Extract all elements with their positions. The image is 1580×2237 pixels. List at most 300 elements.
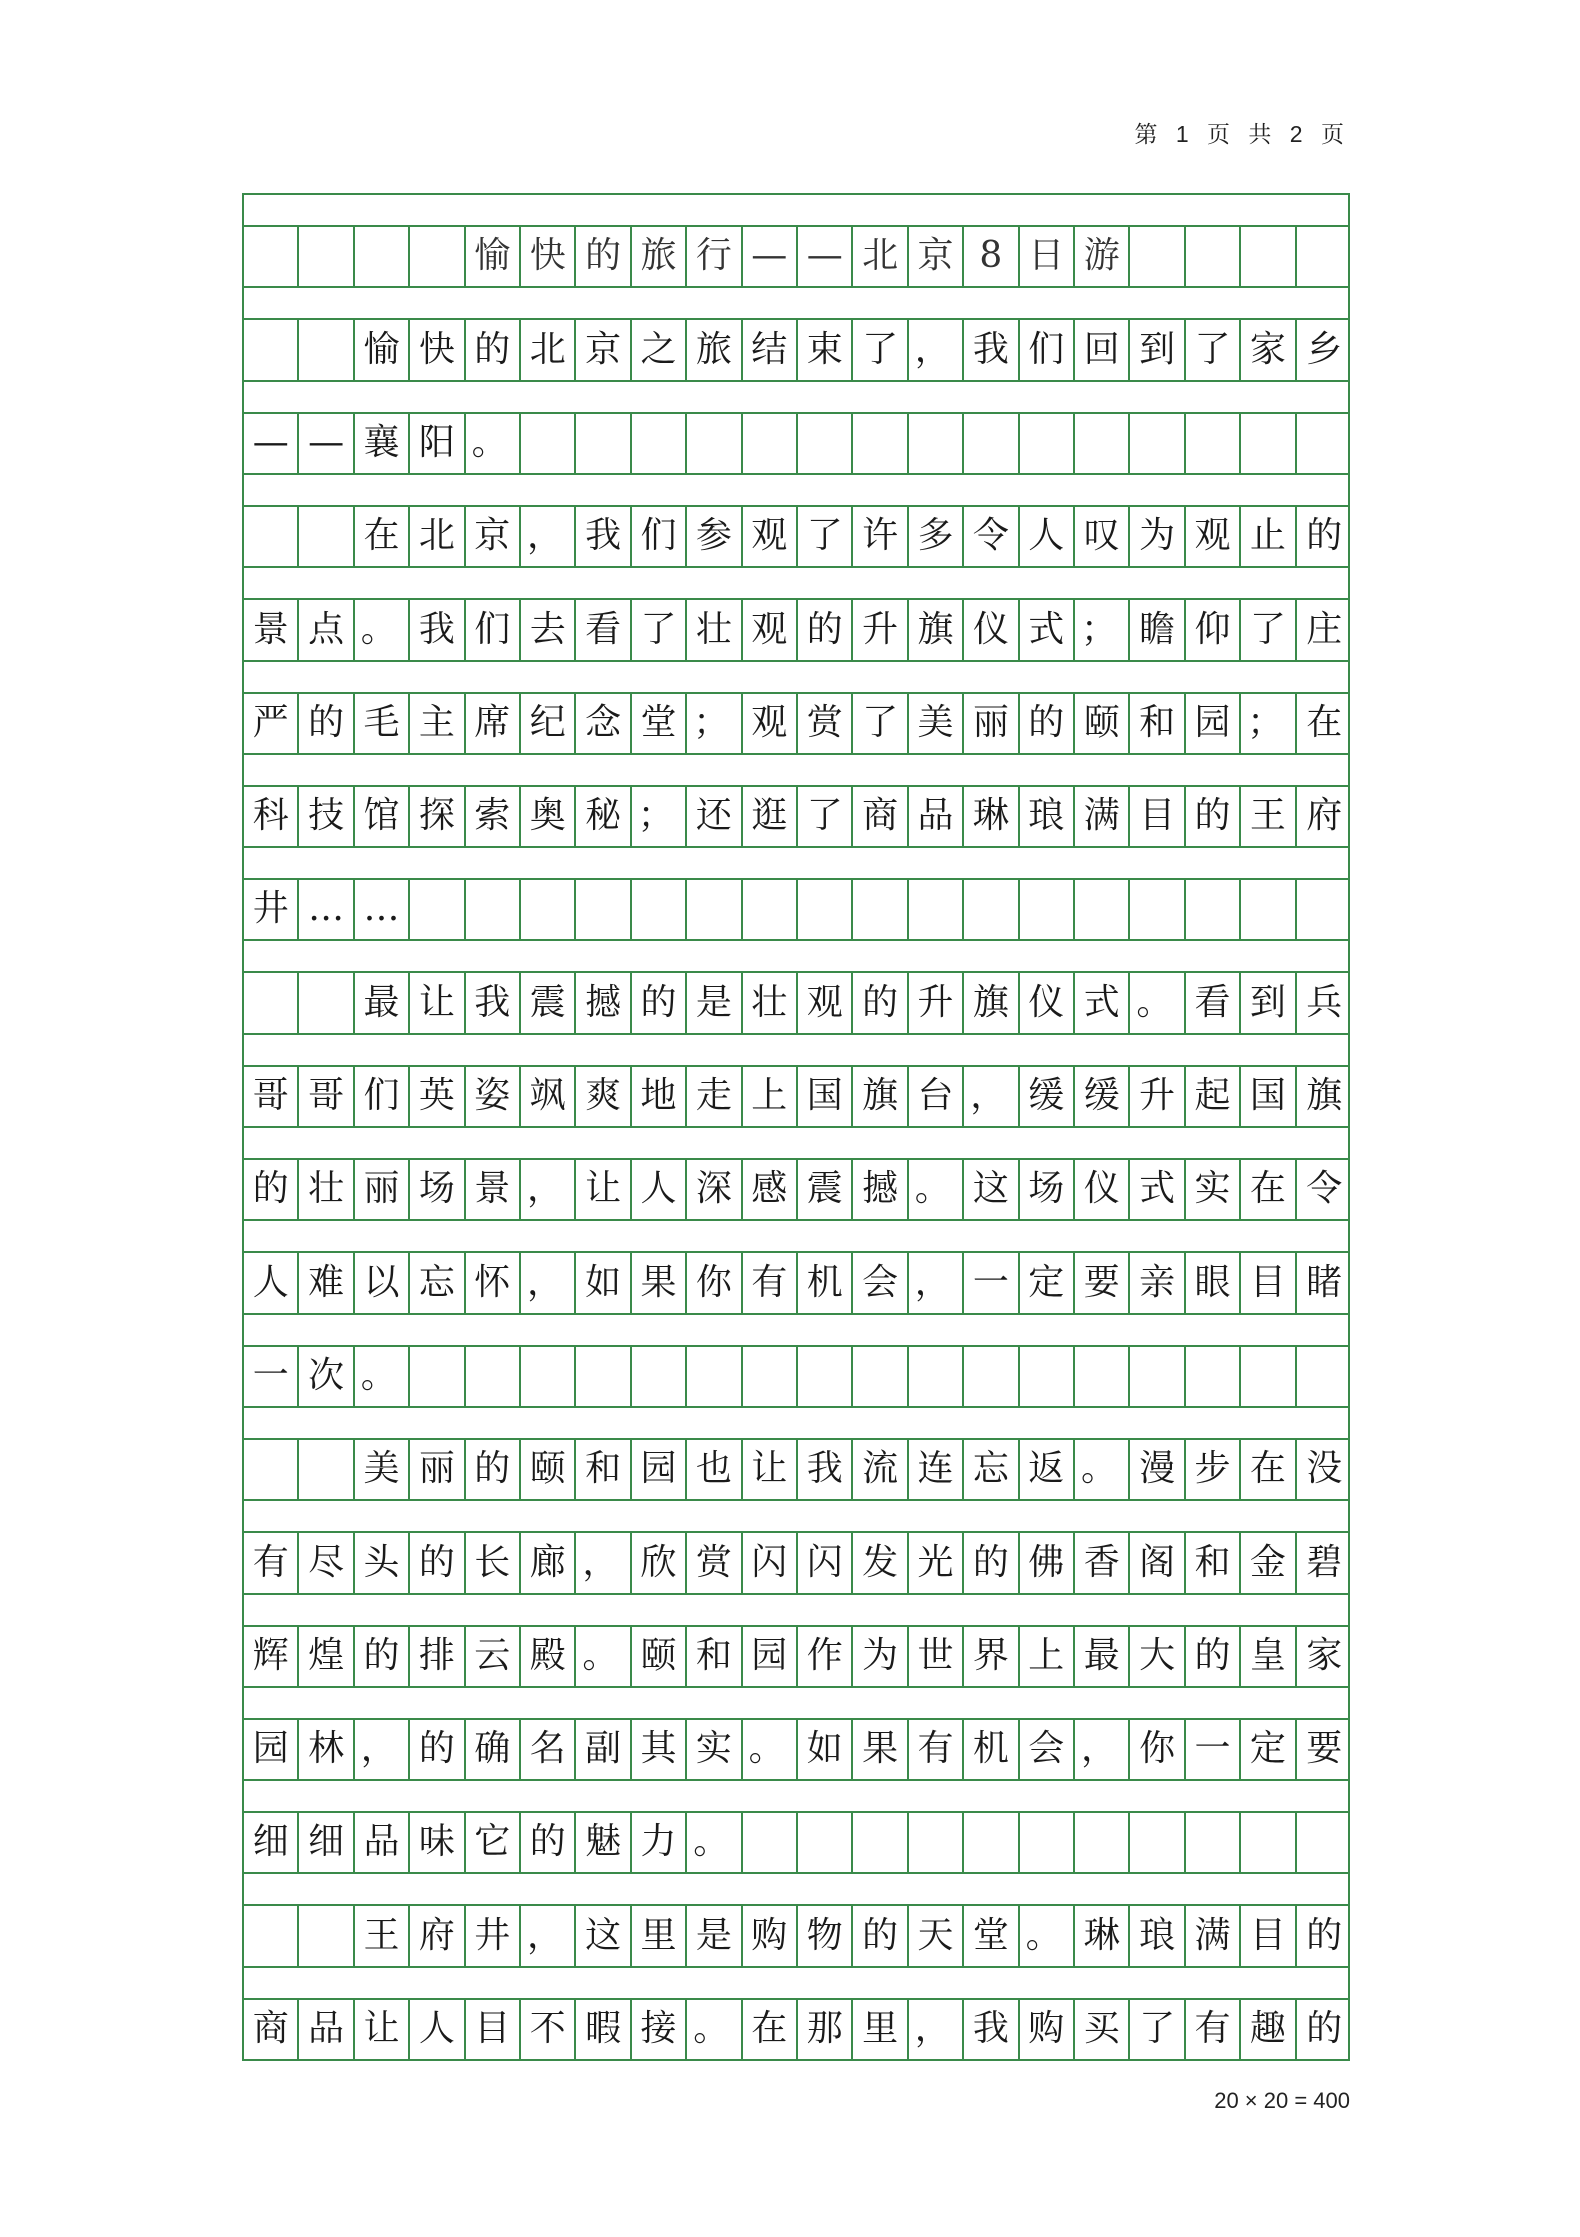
grid-cell [1297, 413, 1352, 473]
grid-cell: 观 [743, 693, 798, 753]
grid-cell [1186, 1812, 1241, 1872]
grid-spacer [242, 1872, 1350, 1906]
grid-cell: 确 [466, 1719, 521, 1779]
grid-cell: 北 [521, 320, 576, 380]
grid-row [242, 973, 1350, 1033]
grid-cell: 为 [853, 1626, 908, 1686]
grid-row [242, 1066, 1350, 1126]
grid-cell: 场 [1020, 1159, 1075, 1219]
grid-spacer [242, 380, 1350, 414]
grid-cell: 撼 [853, 1159, 908, 1219]
grid-cell: 返 [1020, 1439, 1075, 1499]
grid-cell: 我 [798, 1439, 853, 1499]
grid-cell: 细 [244, 1812, 299, 1872]
grid-spacer [242, 939, 1350, 973]
grid-cell: 升 [853, 600, 908, 660]
grid-cell: 颐 [521, 1439, 576, 1499]
grid-cell: 式 [1075, 973, 1130, 1033]
grid-cell: 的 [1020, 693, 1075, 753]
grid-cell [1297, 226, 1352, 286]
grid-spacer [242, 1499, 1350, 1533]
grid-cell: 观 [743, 506, 798, 566]
grid-cell: 你 [687, 1253, 742, 1313]
grid-cell: 暇 [576, 1999, 631, 2059]
grid-cell [1186, 226, 1241, 286]
grid-cell [853, 413, 908, 473]
grid-cell [964, 879, 1019, 939]
grid-cell [853, 1812, 908, 1872]
grid-cell: 会 [1020, 1719, 1075, 1779]
grid-cell: 丽 [410, 1439, 465, 1499]
grid-spacer [242, 193, 1350, 227]
grid-cell: 缓 [1020, 1066, 1075, 1126]
grid-spacer [242, 1593, 1350, 1627]
grid-cell [1020, 1346, 1075, 1406]
grid-cell: 魅 [576, 1812, 631, 1872]
grid-spacer [242, 660, 1350, 694]
grid-cell: 让 [355, 1999, 410, 2059]
grid-cell [687, 879, 742, 939]
grid-spacer [242, 1219, 1350, 1253]
grid-cell: — [798, 226, 853, 286]
grid-cell: 缓 [1075, 1066, 1130, 1126]
grid-cell: 。 [1075, 1439, 1130, 1499]
grid-cell: … [299, 879, 354, 939]
grid-cell: 里 [632, 1906, 687, 1966]
grid-cell: 有 [244, 1533, 299, 1593]
grid-cell [743, 1346, 798, 1406]
grid-cell: 到 [1241, 973, 1296, 1033]
grid-cell: 机 [798, 1253, 853, 1313]
grid-cell: 逛 [743, 786, 798, 846]
grid-cell: 的 [410, 1719, 465, 1779]
grid-cell: ； [632, 786, 687, 846]
grid-cell: ， [909, 1253, 964, 1313]
grid-cell: 的 [244, 1159, 299, 1219]
grid-cell: 点 [299, 600, 354, 660]
grid-cell: 井 [244, 879, 299, 939]
grid-cell: 没 [1306, 1448, 1343, 1490]
grid-cell [410, 879, 465, 939]
grid-cell: 。 [1020, 1906, 1075, 1966]
grid-cell: 机 [964, 1719, 1019, 1779]
grid-cell: 有 [1186, 1999, 1241, 2059]
grid-cell [632, 413, 687, 473]
grid-cell: 的 [466, 1439, 521, 1499]
grid-cell: 们 [355, 1066, 410, 1126]
grid-cell: 京 [909, 226, 964, 286]
grid-cell: 旅 [687, 320, 742, 380]
grid-cell: 味 [410, 1812, 465, 1872]
grid-cell [1297, 879, 1352, 939]
grid-cell: 我 [964, 1999, 1019, 2059]
grid-cell: 纪 [521, 693, 576, 753]
grid-cell: 接 [632, 1999, 687, 2059]
grid-row [242, 1719, 1350, 1779]
grid-cell [244, 1906, 299, 1966]
grid-cell: 琅 [1130, 1906, 1185, 1966]
grid-cell: 叹 [1075, 506, 1130, 566]
grid-row [242, 1812, 1350, 1872]
grid-cell [1130, 413, 1185, 473]
grid-cell [576, 879, 631, 939]
grid-cell: 买 [1075, 1999, 1130, 2059]
grid-cell: 。 [687, 1812, 742, 1872]
grid-cell [964, 413, 1019, 473]
grid-cell: 了 [1241, 600, 1296, 660]
grid-cell [244, 226, 299, 286]
grid-cell: 旅 [632, 226, 687, 286]
grid-cell: 我 [410, 600, 465, 660]
grid-cell: 一 [244, 1346, 299, 1406]
grid-cell: 爽 [576, 1066, 631, 1126]
grid-cell: 怀 [466, 1253, 521, 1313]
grid-cell [687, 1346, 742, 1406]
grid-row [242, 413, 1350, 473]
grid-spacer [242, 1313, 1350, 1347]
grid-cell: 目 [466, 1999, 521, 2059]
grid-cell [1075, 1812, 1130, 1872]
grid-cell: 乡 [1306, 328, 1343, 370]
grid-cell: 仪 [1075, 1159, 1130, 1219]
grid-cell: 金 [1241, 1533, 1296, 1593]
grid-cell [1186, 1346, 1241, 1406]
grid-cell: 是 [687, 973, 742, 1033]
grid-cell: 力 [632, 1812, 687, 1872]
grid-cell: ， [964, 1066, 1019, 1126]
grid-cell: 睹 [1306, 1261, 1343, 1303]
grid-cell: 愉 [466, 226, 521, 286]
grid-cell: 园 [244, 1719, 299, 1779]
grid-cell [1241, 1812, 1296, 1872]
grid-cell: 阳 [410, 413, 465, 473]
grid-cell: 壮 [687, 600, 742, 660]
grid-spacer [242, 846, 1350, 880]
grid-cell: 北 [853, 226, 908, 286]
grid-cell: 作 [798, 1626, 853, 1686]
grid-cell: 。 [743, 1719, 798, 1779]
grid-cell: 止 [1241, 506, 1296, 566]
grid-cell: 索 [466, 786, 521, 846]
grid-cell: 品 [355, 1812, 410, 1872]
grid-cell: 起 [1186, 1066, 1241, 1126]
grid-cell: 技 [299, 786, 354, 846]
grid-cell: 了 [798, 786, 853, 846]
grid-cell: 其 [632, 1719, 687, 1779]
grid-spacer [242, 473, 1350, 507]
grid-cell: 让 [576, 1159, 631, 1219]
grid-cell: ， [521, 506, 576, 566]
grid-cell: 旗 [853, 1066, 908, 1126]
grid-cell: 满 [1186, 1906, 1241, 1966]
grid-cell: 人 [410, 1999, 465, 2059]
grid-cell: 游 [1075, 226, 1130, 286]
grid-cell: 观 [743, 600, 798, 660]
grid-spacer [242, 1126, 1350, 1160]
grid-cell: 闪 [798, 1533, 853, 1593]
grid-cell: — [299, 413, 354, 473]
grid-cell [1130, 879, 1185, 939]
grid-cell: 。 [355, 1346, 410, 1406]
grid-cell: 目 [1241, 1253, 1296, 1313]
grid-cell: 大 [1130, 1626, 1185, 1686]
grid-cell: 一 [964, 1253, 1019, 1313]
grid-cell: 深 [687, 1159, 742, 1219]
grid-cell: 排 [410, 1626, 465, 1686]
grid-cell: 让 [410, 973, 465, 1033]
grid-cell: 如 [798, 1719, 853, 1779]
grid-cell: 最 [1075, 1626, 1130, 1686]
grid-row [242, 506, 1350, 566]
grid-cell: ， [521, 1906, 576, 1966]
grid-cell: 的 [1306, 515, 1343, 557]
grid-cell: 奥 [521, 786, 576, 846]
grid-cell: 皇 [1241, 1626, 1296, 1686]
grid-cell [410, 226, 465, 286]
grid-cell: 难 [299, 1253, 354, 1313]
grid-cell: 了 [853, 320, 908, 380]
grid-cell: 府 [410, 1906, 465, 1966]
grid-cell: 的 [299, 693, 354, 753]
grid-cell [299, 973, 354, 1033]
grid-cell: 这 [576, 1906, 631, 1966]
grid-cell: 光 [909, 1533, 964, 1593]
grid-cell [521, 879, 576, 939]
grid-cell: 赏 [798, 693, 853, 753]
grid-cell [909, 1812, 964, 1872]
grid-cell: 姿 [466, 1066, 521, 1126]
grid-row [242, 1533, 1350, 1593]
grid-spacer [242, 566, 1350, 600]
grid-cell: 忘 [410, 1253, 465, 1313]
grid-cell: 在 [1241, 1159, 1296, 1219]
grid-cell: 许 [853, 506, 908, 566]
grid-row [242, 1906, 1350, 1966]
grid-spacer [242, 286, 1350, 320]
grid-cell: 家 [1306, 1634, 1343, 1676]
grid-cell [576, 1346, 631, 1406]
grid-cell: 的 [410, 1533, 465, 1593]
grid-cell: 日 [1020, 226, 1075, 286]
grid-cell: 以 [355, 1253, 410, 1313]
grid-cell: 在 [1306, 701, 1343, 743]
grid-cell: ； [1075, 600, 1130, 660]
grid-cell: 令 [1306, 1168, 1343, 1210]
grid-cell: — [743, 226, 798, 286]
grid-cell: 人 [1020, 506, 1075, 566]
grid-cell [964, 1812, 1019, 1872]
grid-cell: 的 [1306, 1914, 1343, 1956]
grid-cell [743, 879, 798, 939]
grid-cell: 人 [244, 1253, 299, 1313]
grid-cell [798, 1812, 853, 1872]
grid-cell: 在 [355, 506, 410, 566]
grid-cell: 瞻 [1130, 600, 1185, 660]
grid-cell: 哥 [244, 1066, 299, 1126]
grid-cell: 物 [798, 1906, 853, 1966]
grid-cell: 们 [1020, 320, 1075, 380]
grid-cell: 仪 [1020, 973, 1075, 1033]
grid-spacer [242, 753, 1350, 787]
grid-row [242, 1626, 1350, 1686]
grid-cell: 式 [1130, 1159, 1185, 1219]
grid-cell [798, 413, 853, 473]
grid-cell: 京 [466, 506, 521, 566]
grid-cell: 仪 [964, 600, 1019, 660]
grid-cell: 殿 [521, 1626, 576, 1686]
grid-cell: 襄 [355, 413, 410, 473]
grid-cell: 参 [687, 506, 742, 566]
grid-cell: 佛 [1020, 1533, 1075, 1593]
grid-cell: 商 [244, 1999, 299, 2059]
grid-cell: 是 [687, 1906, 742, 1966]
grid-cell: 亲 [1130, 1253, 1185, 1313]
grid-cell [964, 1346, 1019, 1406]
grid-row [242, 1253, 1350, 1313]
grid-cell [1020, 1812, 1075, 1872]
grid-cell: — [244, 413, 299, 473]
grid-row [242, 226, 1350, 286]
grid-cell: 云 [466, 1626, 521, 1686]
grid-cell: 你 [1130, 1719, 1185, 1779]
grid-cell: ， [1075, 1719, 1130, 1779]
grid-cell [521, 1346, 576, 1406]
grid-cell: 行 [687, 226, 742, 286]
grid-cell: 念 [576, 693, 631, 753]
grid-cell: 林 [299, 1719, 354, 1779]
grid-cell: 碧 [1306, 1541, 1343, 1583]
grid-cell: 了 [1186, 320, 1241, 380]
grid-cell: 式 [1020, 600, 1075, 660]
grid-cell: ， [521, 1159, 576, 1219]
grid-cell: 连 [909, 1439, 964, 1499]
grid-cell: 快 [521, 226, 576, 286]
grid-cell: 的 [853, 1906, 908, 1966]
grid-cell: 天 [909, 1906, 964, 1966]
grid-cell: 京 [576, 320, 631, 380]
grid-cell: 台 [909, 1066, 964, 1126]
grid-count: 20 × 20 = 400 [1214, 2088, 1350, 2113]
grid-cell [1241, 1346, 1296, 1406]
grid-cell: 的 [1186, 1626, 1241, 1686]
grid-cell: 界 [964, 1626, 1019, 1686]
grid-cell: 景 [244, 600, 299, 660]
grid-cell: 我 [576, 506, 631, 566]
grid-cell: 8 [964, 226, 1019, 286]
grid-cell: 撼 [576, 973, 631, 1033]
grid-spacer [242, 1033, 1350, 1067]
grid-cell: 府 [1306, 795, 1343, 837]
grid-cell: 仰 [1186, 600, 1241, 660]
grid-cell: 到 [1130, 320, 1185, 380]
grid-cell: 琳 [1075, 1906, 1130, 1966]
grid-cell: ； [687, 693, 742, 753]
grid-cell: 定 [1020, 1253, 1075, 1313]
grid-cell [299, 320, 354, 380]
grid-cell [521, 413, 576, 473]
grid-cell: 回 [1075, 320, 1130, 380]
grid-cell: 园 [632, 1439, 687, 1499]
grid-cell: 阁 [1130, 1533, 1185, 1593]
grid-cell: 。 [355, 600, 410, 660]
grid-cell [853, 1346, 908, 1406]
grid-cell: 了 [853, 693, 908, 753]
grid-cell: 快 [410, 320, 465, 380]
grid-cell: 如 [576, 1253, 631, 1313]
grid-cell: 令 [964, 506, 1019, 566]
grid-cell: 让 [743, 1439, 798, 1499]
grid-cell: 兵 [1306, 981, 1343, 1023]
grid-cell: 看 [576, 600, 631, 660]
grid-cell: 辉 [244, 1626, 299, 1686]
grid-cell: 有 [743, 1253, 798, 1313]
grid-cell: ； [1241, 693, 1296, 753]
grid-cell: 煌 [299, 1626, 354, 1686]
grid-cell: 实 [687, 1719, 742, 1779]
grid-cell [1241, 413, 1296, 473]
grid-cell: 定 [1241, 1719, 1296, 1779]
grid-cell: 里 [853, 1999, 908, 2059]
grid-cell: 长 [466, 1533, 521, 1593]
grid-cell: 发 [853, 1533, 908, 1593]
grid-cell: 实 [1186, 1159, 1241, 1219]
grid-cell: 场 [410, 1159, 465, 1219]
grid-cell: 的 [466, 320, 521, 380]
grid-cell: 壮 [299, 1159, 354, 1219]
grid-cell: 愉 [355, 320, 410, 380]
grid-cell: 琳 [964, 786, 1019, 846]
grid-cell: 震 [798, 1159, 853, 1219]
grid-cell: 它 [466, 1812, 521, 1872]
grid-cell: 的 [1306, 2008, 1343, 2049]
grid-cell: 席 [466, 693, 521, 753]
grid-cell: 一 [1186, 1719, 1241, 1779]
grid-row [242, 693, 1350, 753]
grid-cell: 们 [466, 600, 521, 660]
grid-cell: 这 [964, 1159, 1019, 1219]
grid-cell: 王 [355, 1906, 410, 1966]
grid-cell: 目 [1241, 1906, 1296, 1966]
grid-cell [1020, 879, 1075, 939]
grid-cell: 哥 [299, 1066, 354, 1126]
grid-cell: 副 [576, 1719, 631, 1779]
grid-cell [798, 879, 853, 939]
grid-cell: 商 [853, 786, 908, 846]
grid-cell: 流 [853, 1439, 908, 1499]
grid-cell [1075, 1346, 1130, 1406]
grid-cell [466, 879, 521, 939]
grid-cell [909, 879, 964, 939]
grid-cell: 要 [1306, 1728, 1343, 1770]
grid-cell: 香 [1075, 1533, 1130, 1593]
grid-cell: 园 [1186, 693, 1241, 753]
grid-cell: 堂 [964, 1906, 1019, 1966]
grid-cell: 园 [743, 1626, 798, 1686]
grid-cell: 漫 [1130, 1439, 1185, 1499]
manuscript-grid [242, 193, 1350, 2059]
grid-cell [466, 1346, 521, 1406]
grid-cell [909, 1346, 964, 1406]
grid-cell: 北 [410, 506, 465, 566]
grid-cell: 地 [632, 1066, 687, 1126]
grid-cell: ， [909, 320, 964, 380]
grid-cell: 的 [632, 973, 687, 1033]
grid-cell: 我 [964, 320, 1019, 380]
grid-cell: 趣 [1241, 1999, 1296, 2059]
grid-cell [853, 879, 908, 939]
grid-cell: 结 [743, 320, 798, 380]
grid-cell: 会 [853, 1253, 908, 1313]
